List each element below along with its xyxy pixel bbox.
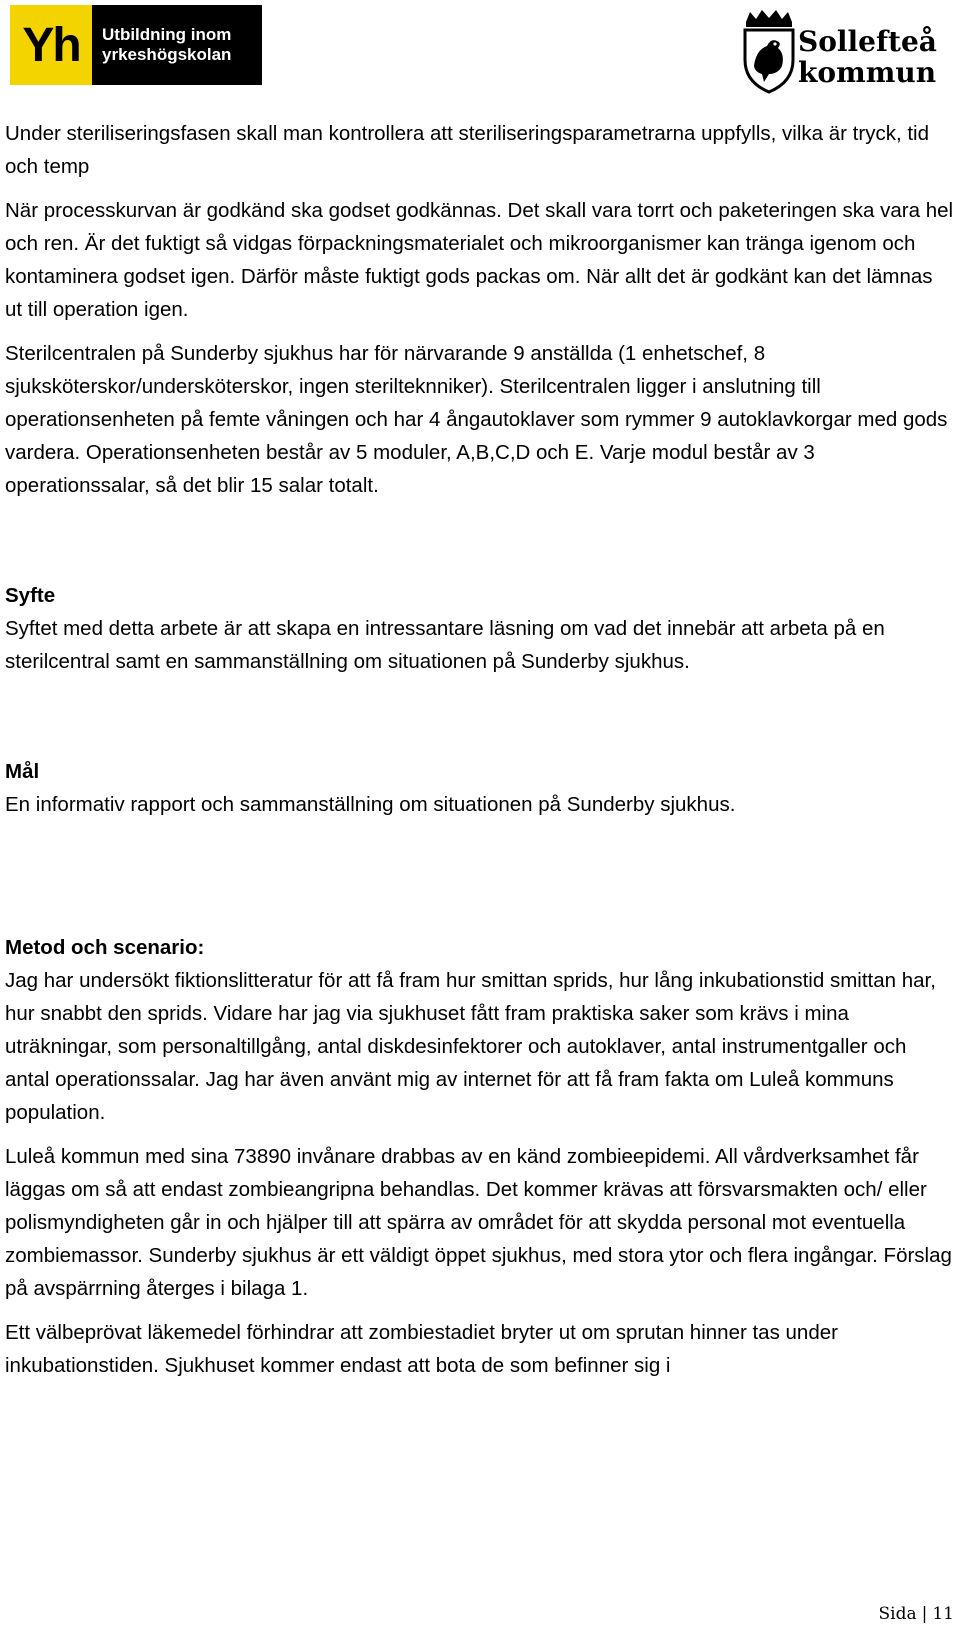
page-label: Sida [878,1604,917,1624]
kommun-logo-line2: kommun [798,56,937,89]
yh-logo [10,5,262,85]
paragraph-syfte: Syftet med detta arbete är att skapa en intressantare läsning om vad det innebär att arbeta på en sterilcentral samt en sammanställning om situationen på Sunderby sjukhus. [5,617,885,673]
yh-logo-line2: yrkeshögskolan [102,45,232,64]
heading-syfte: Syfte [5,584,56,607]
document-body [5,117,955,1382]
kommun-logo-line1: Sollefteå [798,25,937,58]
kommun-logo-text [798,26,937,88]
paragraph-process-curve: När processkurvan är godkänd ska godset godkännas. Det skall vara torrt och paketeringen ska vara hel och ren. Är det fuktigt så vidgas förpackningsmaterialet och mikroorganismer kan tränga igenom och kontaminera godset igen. Därför måste fuktigt gods packas om. När allt det är godkänt kan det lämnas ut till operation igen. [5,199,954,321]
heading-mal: Mål [5,760,40,783]
heading-metod: Metod och scenario: [5,936,205,959]
page-header [0,0,960,100]
paragraph-metod-2: Luleå kommun med sina 73890 invånare drabbas av en känd zombieepidemi. All vårdverksamhet får läggas om så att endast zombieangripna behandlas. Det kommer krävas att försvarsmakten och/ eller polismyndigheten går in och hjälper till att spärra av området för att skydda personal mot eventuella zombiemassor. Sunderby sjukhus är ett väldigt öppet sjukhus, med stora ytor och flera ingångar. Förslag på avspärrning återges i bilaga 1. [5,1145,952,1300]
page-footer [879,1604,954,1624]
yh-logo-mark: Yh [10,5,92,85]
yh-logo-text [92,5,262,85]
page-number: 11 [932,1604,954,1624]
paragraph-metod-1: Jag har undersökt fiktionslitteratur för att få fram hur smittan sprids, hur lång inkubationstid smittan har, hur snabbt den sprids. Vidare har jag via sjukhuset fått fram praktiska saker som krävs i mina uträkningar, som personaltillgång, antal diskdesinfektorer och autoklaver, antal instrumentgaller och antal operationssalar. Jag har även använt mig av internet för att få fram fakta om Luleå kommuns population. [5,969,936,1124]
paragraph-mal: En informativ rapport och sammanställning om situationen på Sunderby sjukhus. [5,793,736,816]
page-separator: | [921,1604,928,1624]
coat-of-arms-icon [740,8,798,94]
paragraph-sterilcentralen: Sterilcentralen på Sunderby sjukhus har för närvarande 9 anställda (1 enhetschef, 8 sjuksköterskor/undersköterskor, ingen sterilteknniker). Sterilcentralen ligger i anslutning till operationsenheten på femte våningen och har 4 ångautoklaver som rymmer 9 autoklavkorgar med gods vardera. Operationsenheten består av 5 moduler, A,B,C,D och E. Varje modul består av 3 operationssalar, så det blir 15 salar totalt. [5,342,948,497]
paragraph-sterilization-phase: Under steriliseringsfasen skall man kontrollera att steriliseringsparametrarna uppfylls, vilka är tryck, tid och temp [5,122,929,178]
paragraph-metod-3: Ett välbeprövat läkemedel förhindrar att zombiestadiet bryter ut om sprutan hinner tas under inkubationstiden. Sjukhuset kommer endast att bota de som befinner sig i [5,1321,838,1377]
yh-logo-line1: Utbildning inom [102,25,232,44]
solleftea-kommun-logo [740,8,958,94]
